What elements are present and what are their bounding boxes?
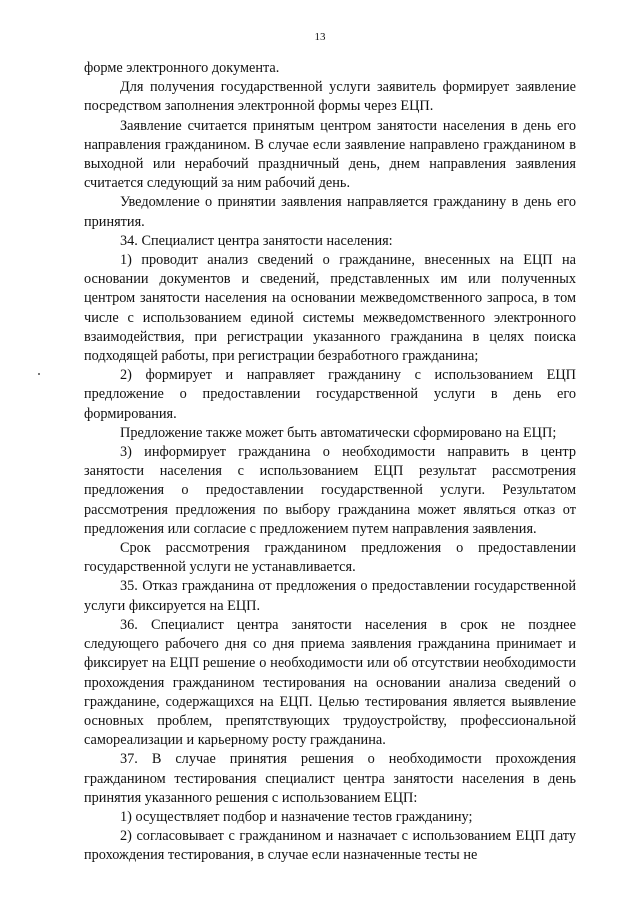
paragraph-review-term: Срок рассмотрения гражданином предложения о предоставлении государственной услуги не устанавливается. bbox=[84, 540, 576, 576]
clause-36: 36. Специалист центра занятости населения в срок не позднее следующего рабочего дня со дня приема заявления гражданина принимает и фиксирует на ЕЦП решение о необходимости или об отсутствии необходимости прохождения гражданином тестирования на основании анализа сведений о гражданине, содержащихся на ЕЦП. Целью тестирования является выявление основных проблем, препятствующих трудоустройству, профессиональной самореализации и карьерному росту гражданина. bbox=[84, 616, 576, 749]
paragraph-acceptance-notice: Уведомление о принятии заявления направляется гражданину в день его принятия. bbox=[84, 194, 576, 230]
clause-34-item-2: 2) формирует и направляет гражданину с использованием ЕЦП предложение о предоставлении государственной услуги в день его формирования. bbox=[84, 367, 576, 422]
clause-35: 35. Отказ гражданина от предложения о предоставлении государственной услуги фиксируется на ЕЦП. bbox=[84, 578, 576, 614]
margin-mark bbox=[38, 373, 40, 375]
clause-34-heading: 34. Специалист центра занятости населения: bbox=[120, 232, 393, 249]
paragraph-application-acceptance: Заявление считается принятым центром занятости населения в день его направления гражданином. В случае если заявление направлено гражданином в выходной или нерабочий праздничный день, днем направления заявления считается следующий за ним рабочий день. bbox=[84, 117, 576, 192]
clause-34-item-1: 1) проводит анализ сведений о гражданине, внесенных на ЕЦП на основании документов и сведений, представленных им или полученных центром занятости населения на основании межведомственного запроса, в том числе с использованием единой системы межведомственного электронного взаимодействия, при регистрации указанного гражданина в целях поиска подходящей работы, при регистрации безработного гражданина; bbox=[84, 252, 576, 365]
clause-37-item-2: 2) согласовывает с гражданином и назначает с использованием ЕЦП дату прохождения тестирования, в случае если назначенные тесты не bbox=[84, 828, 576, 864]
clause-37-item-1: 1) осуществляет подбор и назначение тестов гражданину; bbox=[120, 808, 473, 825]
paragraph-application-submission: Для получения государственной услуги заявитель формирует заявление посредством заполнения электронной формы через ЕЦП. bbox=[84, 79, 576, 115]
page-number: 13 bbox=[314, 31, 326, 43]
clause-34-item-3: 3) информирует гражданина о необходимости направить в центр занятости населения с использованием ЕЦП результат рассмотрения предложения о предоставлении государственной услуги. Результатом рассмотрения предложения по выбору гражданина может являться отказ от предложения или согласие с предложением путем направления заявления. bbox=[84, 444, 576, 537]
paragraph-auto-proposal: Предложение также может быть автоматически сформировано на ЕЦП; bbox=[120, 424, 557, 441]
clause-37-heading: 37. В случае принятия решения о необходимости прохождения гражданином тестирования специалист центра занятости населения в день принятия указанного решения с использованием ЕЦП: bbox=[84, 751, 576, 806]
paragraph-continuation: форме электронного документа. bbox=[84, 60, 280, 76]
document-body bbox=[84, 59, 576, 866]
